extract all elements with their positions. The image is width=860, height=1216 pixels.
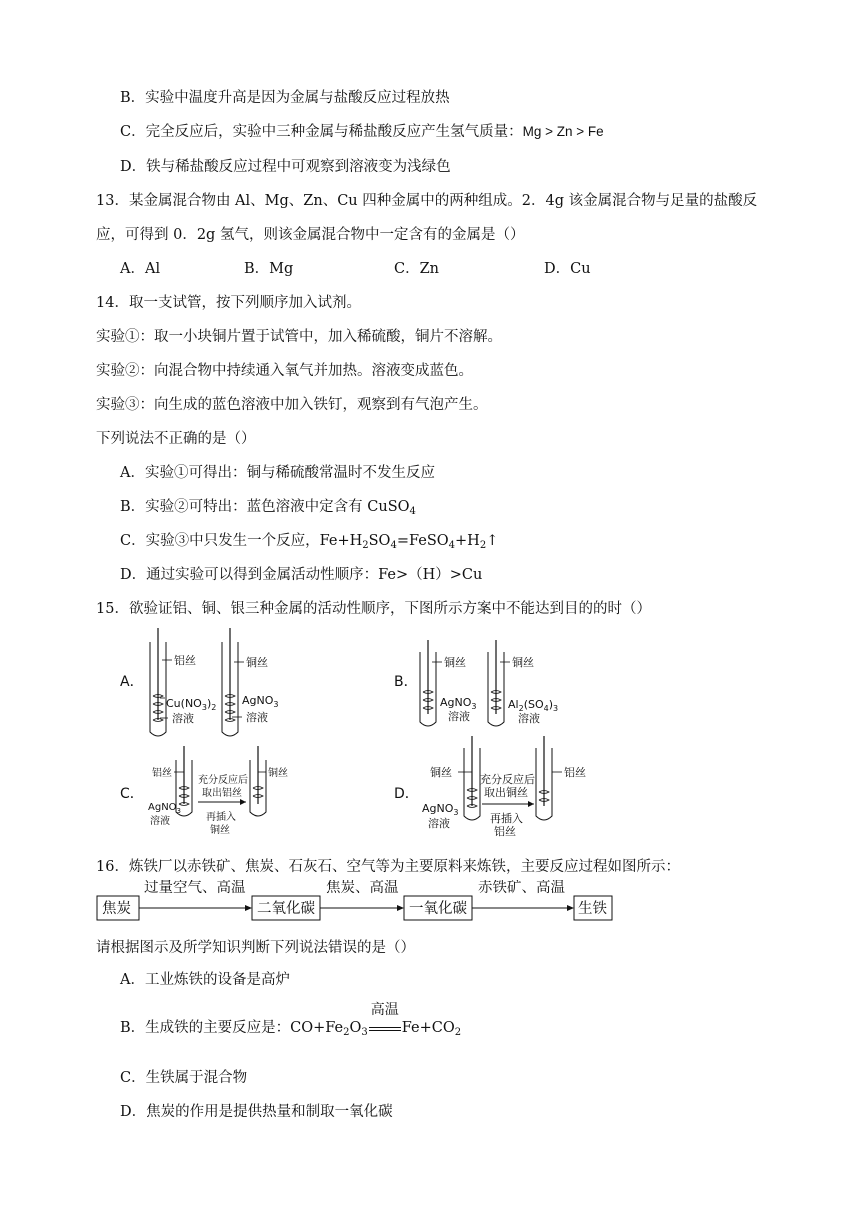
q13-option-a: A．Al [120,261,161,277]
q15-figure-c [148,746,288,836]
q14-exp2: 实验②：向混合物中持续通入氧气并加热。溶液变成蓝色。 [96,363,473,379]
q14-exp1: 实验①：取一小块铜片置于试管中，加入稀硫酸，铜片不溶解。 [96,329,502,345]
svg-text:溶液: 溶液 [518,712,540,725]
q15-figures [0,620,860,840]
svg-text:溶液: 溶液 [246,711,268,724]
q16-stem: 16．炼铁厂以赤铁矿、焦炭、石灰石、空气等为主要原料来炼铁，主要反应过程如图所示： [96,859,680,875]
q12-option-b: B．实验中温度升高是因为金属与盐酸反应过程放热 [120,90,450,106]
svg-text:再插入: 再插入 [490,812,523,825]
q16-option-d: D．焦炭的作用是提供热量和制取一氧化碳 [120,1104,393,1120]
svg-text:铝丝: 铝丝 [174,654,196,667]
q15-label-d: D． [394,786,419,802]
svg-text:铜丝: 铜丝 [430,766,452,779]
svg-text:铜丝: 铜丝 [444,656,466,669]
svg-text:一氧化碳: 一氧化碳 [409,901,467,917]
svg-text:充分反应后: 充分反应后 [198,775,248,786]
q14-option-c: C．实验③中只发生一个反应，$Fe+H_2SO_4=FeSO_4+H_2↑$ [120,533,499,551]
q16-option-c: C．生铁属于混合物 [120,1070,248,1086]
svg-text:生铁: 生铁 [578,901,607,917]
q13-stem-line2: 应，可得到 0．2g 氢气，则该金属混合物中一定含有的金属是（） [96,227,525,243]
q14-stem: 14．取一支试管，按下列顺序加入试剂。 [96,295,361,311]
svg-text:AgNO3: AgNO$_3$ [242,694,279,709]
svg-text:取出铝丝: 取出铝丝 [202,788,242,799]
q14-question: 下列说法不正确的是（） [96,431,256,447]
svg-text:铜丝: 铜丝 [210,825,230,836]
q15-figure-d [422,736,586,838]
q15-stem: 15．欲验证铝、铜、银三种金属的活动性顺序，下图所示方案中不能达到目的的时（） [96,601,651,617]
q12-option-c: C．完全反应后，实验中三种金属与稀盐酸反应产生氢气质量：Mg > Zn > Fe [120,124,604,140]
q13-option-c: C．Zn [394,261,440,277]
q15-figure-a [150,628,279,736]
svg-text:Cu(NO3)2: $Cu(NO_3)_2$ [166,697,217,712]
q15-label-b: B． [394,674,418,690]
q14-option-a: A．实验①可得出：铜与稀硫酸常温时不发生反应 [120,465,435,481]
svg-text:取出铜丝: 取出铜丝 [484,786,528,799]
q14-exp3: 实验③：向生成的蓝色溶液中加入铁钉，观察到有气泡产生。 [96,397,488,413]
svg-text:铜丝: 铜丝 [246,656,268,669]
svg-text:溶液: 溶液 [448,710,470,723]
svg-text:溶液: 溶液 [428,817,450,830]
q13-option-b: B．Mg [244,261,294,277]
svg-text:充分反应后: 充分反应后 [480,773,535,786]
svg-text:赤铁矿、高温: 赤铁矿、高温 [478,880,565,896]
q13-stem-line1: 13．某金属混合物由 Al、Mg、Zn、Cu 四种金属中的两种组成。2．4g 该金属混合物与足量的盐酸反 [96,193,758,209]
svg-text:焦炭: 焦炭 [102,901,131,917]
q14-option-d: D．通过实验可以得到金属活动性顺序：Fe>（H）>Cu [120,567,483,583]
q12-option-d: D．铁与稀盐酸反应过程中可观察到溶液变为浅绿色 [120,159,451,175]
svg-text:铝丝: 铝丝 [152,768,172,779]
svg-text:过量空气、高温: 过量空气、高温 [144,880,246,896]
q15-figure-b [420,640,558,726]
q16-option-b: B．生成铁的主要反应是：$CO+Fe_2O_3$ 高温 $Fe+CO_2$ [120,1002,462,1038]
q15-label-a: A． [120,674,144,690]
svg-text:铜丝: 铜丝 [512,656,534,669]
q16-option-a: A．工业炼铁的设备是高炉 [120,972,290,988]
svg-text:溶液: 溶液 [150,816,170,827]
q12-formula: Mg > Zn > Fe [522,124,604,139]
reaction-condition: 高温 [368,1018,402,1038]
svg-text:二氧化碳: 二氧化碳 [257,901,315,917]
svg-text:铜丝: 铜丝 [268,768,288,779]
svg-text:铝丝: 铝丝 [494,825,516,838]
q16-flowchart [0,880,860,928]
q16-question: 请根据图示及所学知识判断下列说法错误的是（） [96,940,415,956]
svg-text:Al2(SO4)3: $Al_2(SO_4)_3$ [508,698,559,713]
q15-label-c: C． [120,786,144,802]
svg-text:AgNO3: AgNO$_3$ [422,802,459,817]
svg-text:溶液: 溶液 [172,712,194,725]
svg-text:焦炭、高温: 焦炭、高温 [326,880,399,896]
svg-text:再插入: 再插入 [206,812,236,823]
svg-text:铝丝: 铝丝 [564,766,586,779]
q14-option-b: B．实验②可特出：蓝色溶液中定含有 CuSO$_4$ [120,499,416,517]
svg-text:AgNO3: AgNO$_3$ [148,802,182,815]
svg-text:AgNO3: AgNO$_3$ [440,696,477,711]
q13-option-d: D．Cu [544,261,591,277]
